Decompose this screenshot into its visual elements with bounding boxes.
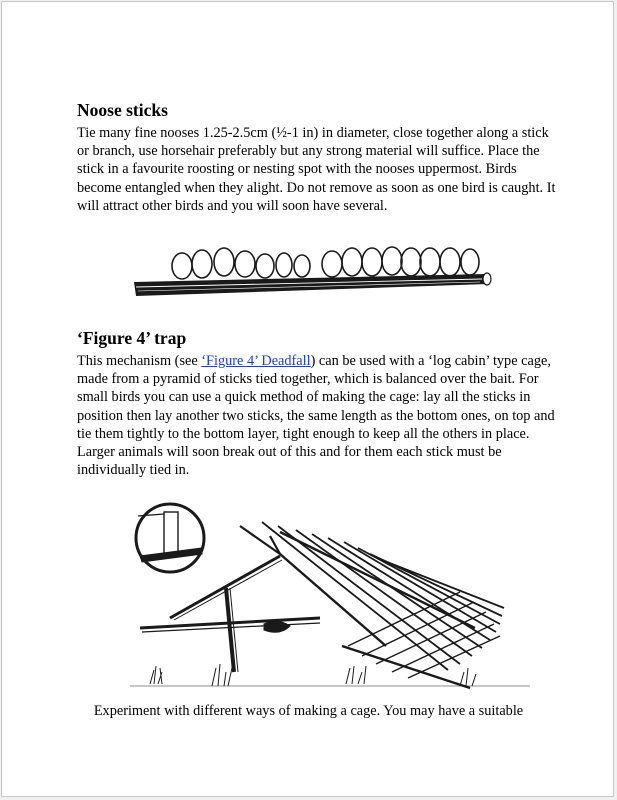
noose-stick-illustration bbox=[130, 240, 494, 302]
paragraph-text-after-link: ) can be used with a ‘log cabin’ type cage, made from a pyramid of sticks tied together, which is balanced over the bait. For small birds you can use a quick method of making the cage: lay all the sticks in position then lay another two sticks, the same length as the bottom ones, on top and tie them tightly to the bottom layer, tight enough to keep all the others in place. Larger animals will soon break out of this and for them each stick must be individually tied in. bbox=[77, 353, 555, 479]
noose-sticks-paragraph: Tie many fine nooses 1.25-2.5cm (½-1 in) in diameter, close together along a stick or branch, use horsehair preferably but any strong material will suffice. Place the stick in a favourite roosting or nesting spot with the nooses uppermost. Birds become entangled when they alight. Do not remove as soon as one bird is caught. It will attract other birds and you will soon have several. bbox=[77, 125, 556, 214]
document-page bbox=[1, 1, 614, 797]
figure-4-trap-heading: ‘Figure 4’ trap bbox=[77, 328, 187, 348]
caption-text: Experiment with different ways of making a cage. You may have a suitable bbox=[93, 703, 524, 719]
figure-4-trap-paragraph bbox=[77, 352, 557, 479]
figure-4-deadfall-link[interactable]: ‘Figure 4’ Deadfall bbox=[201, 353, 311, 369]
figure-4-trap-illustration bbox=[130, 496, 530, 692]
paragraph-text-before-link: This mechanism (see bbox=[77, 353, 202, 369]
noose-sticks-heading: Noose sticks bbox=[77, 100, 168, 120]
